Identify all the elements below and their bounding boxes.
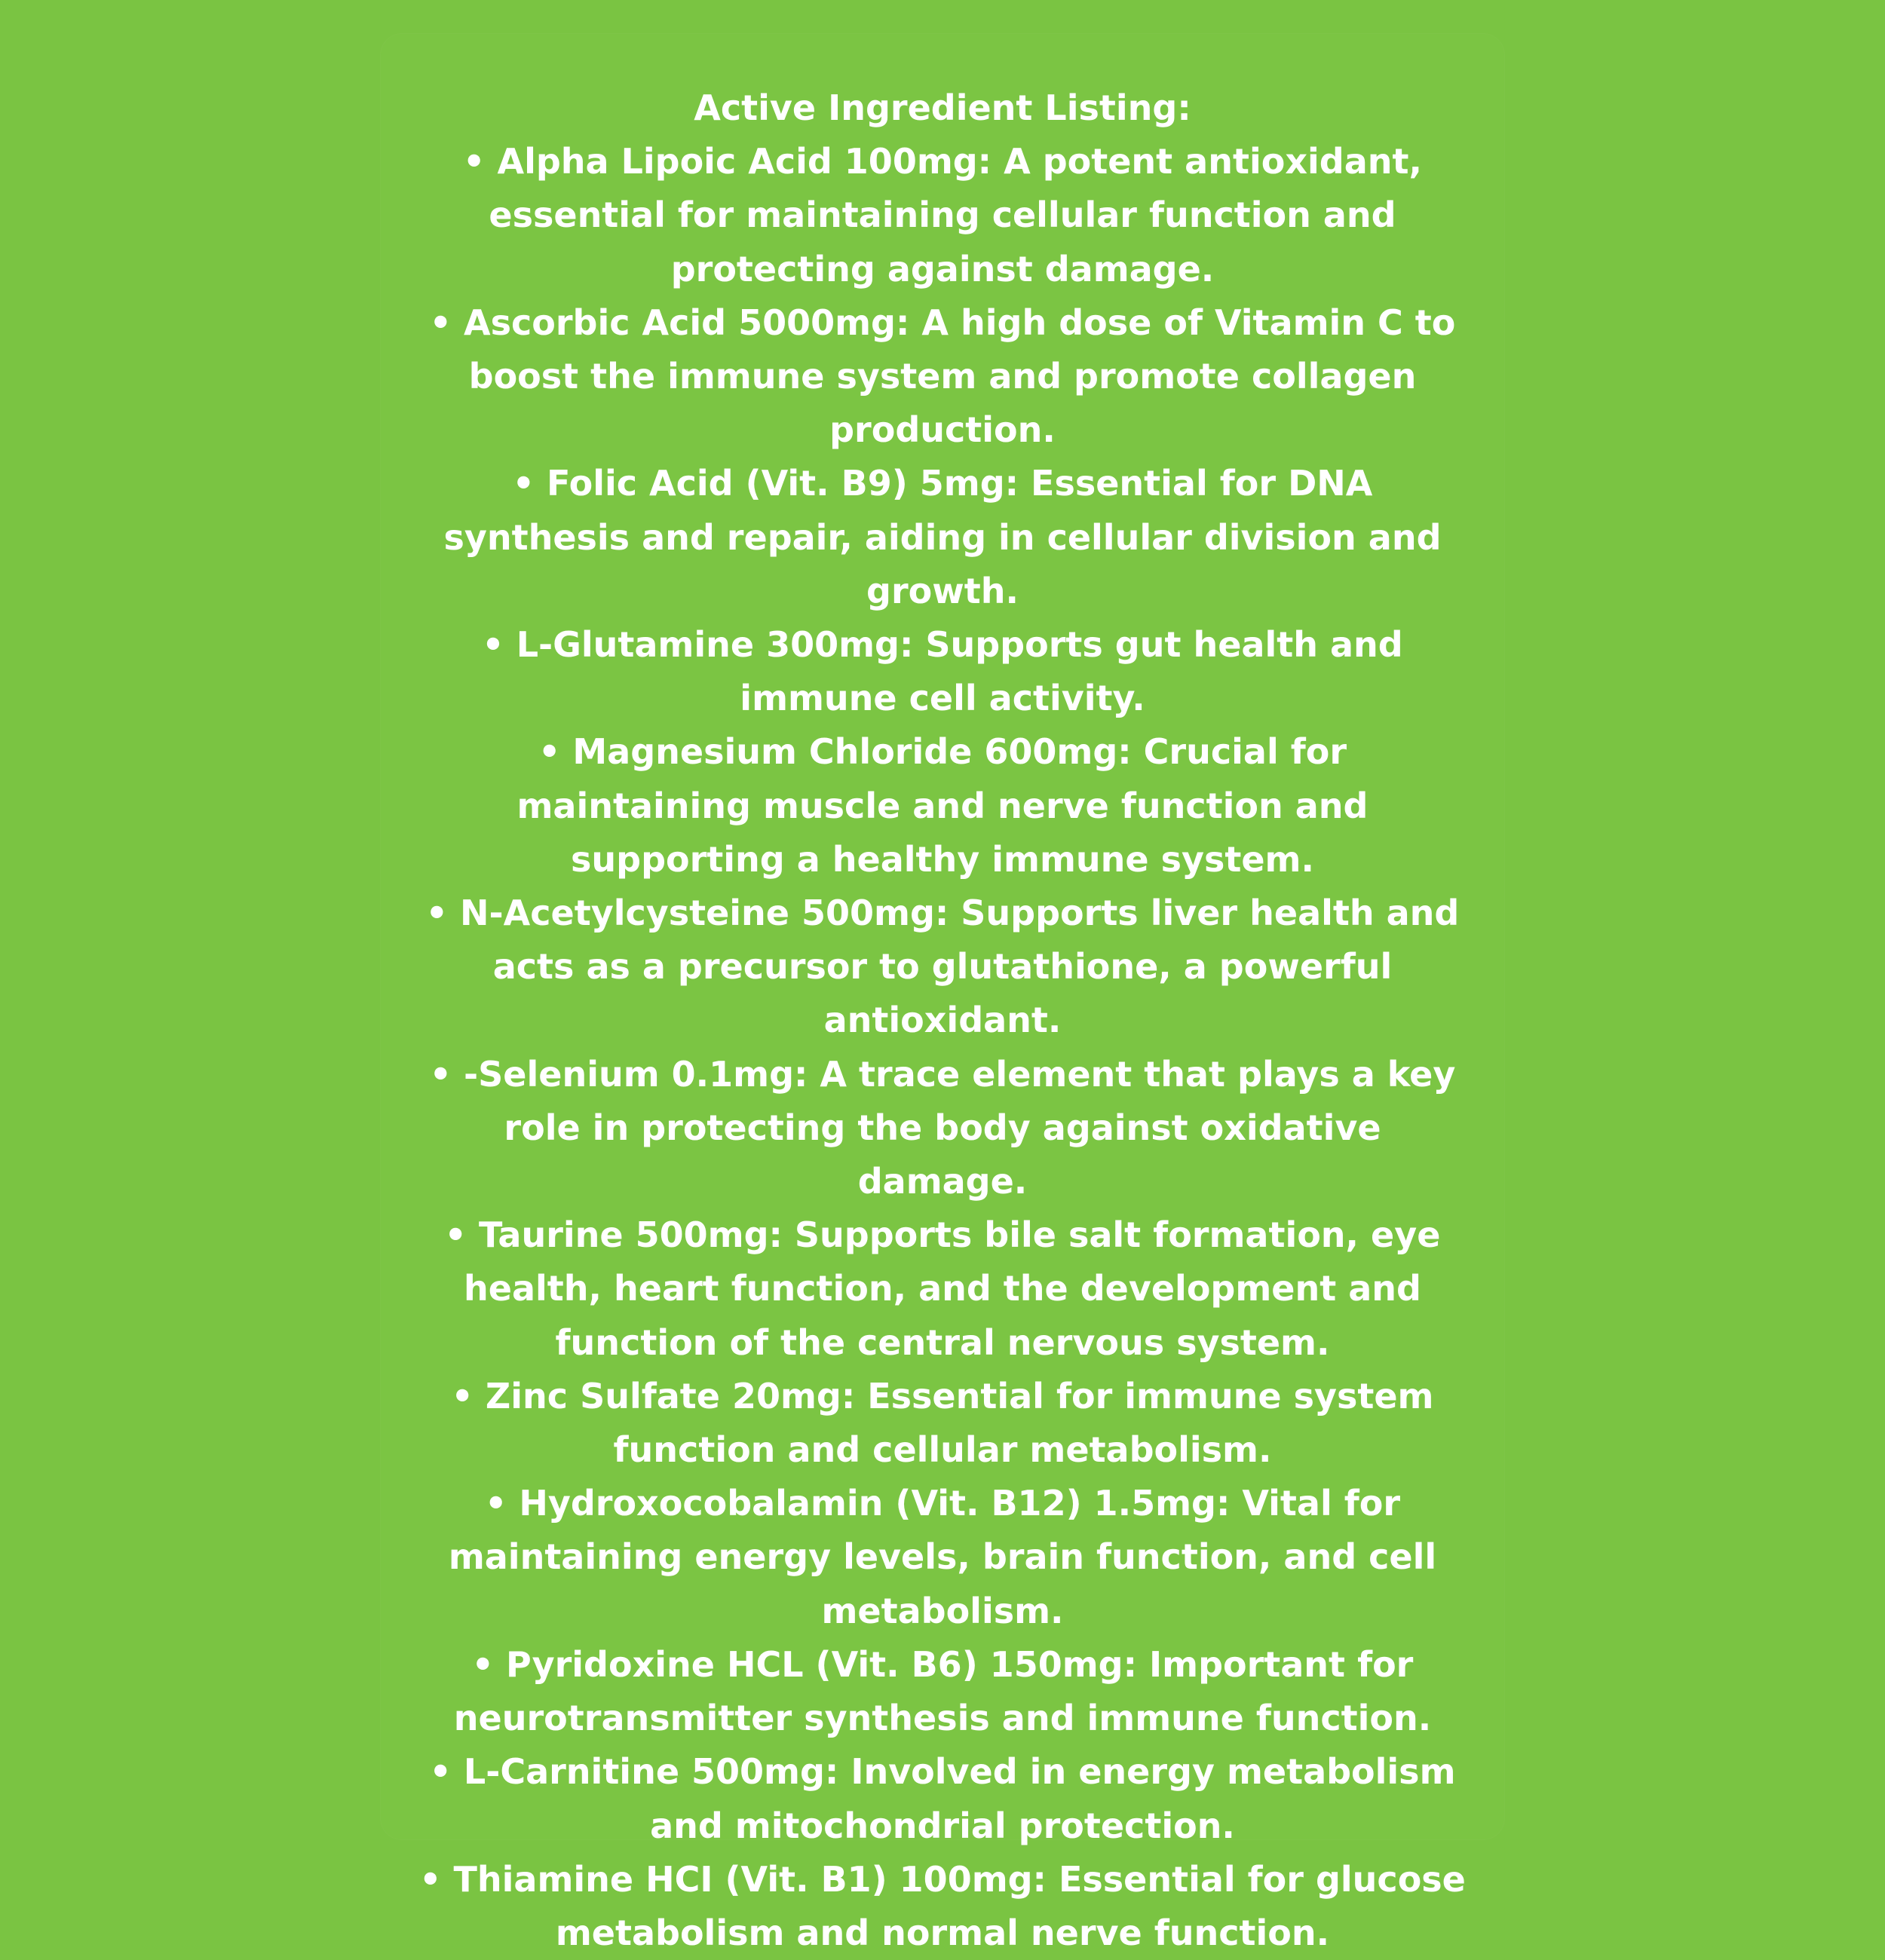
ingredient-item-l-glutamine: • L-Glutamine 300mg: Supports gut health and immune cell activity. <box>482 624 1403 719</box>
listing-heading: Active Ingredient Listing: <box>694 87 1191 128</box>
ingredient-item-selenium: • -Selenium 0.1mg: A trace element that plays a key role in protecting the body against oxidative damage. <box>429 1053 1456 1202</box>
ingredient-item-magnesium-chloride: • Magnesium Chloride 600mg: Crucial for maintaining muscle and nerve function and supporting a healthy immune system. <box>516 731 1369 880</box>
ingredient-item-pyridoxine: • Pyridoxine HCL (Vit. B6) 150mg: Important for neurotransmitter synthesis and immune function. <box>453 1643 1432 1739</box>
ingredient-listing <box>418 81 1467 1960</box>
ingredient-item-thiamine: • Thiamine HCI (Vit. B1) 100mg: Essential for glucose metabolism and normal nerve function. <box>419 1858 1466 1953</box>
ingredient-item-ascorbic-acid: • Ascorbic Acid 5000mg: A high dose of Vitamin C to boost the immune system and promote collagen production. <box>429 302 1456 451</box>
ingredient-item-alpha-lipoic-acid: • Alpha Lipoic Acid 100mg: A potent antioxidant, essential for maintaining cellular function and protecting against damage. <box>463 141 1422 289</box>
ingredient-item-hydroxocobalamin: • Hydroxocobalamin (Vit. B12) 1.5mg: Vital for maintaining energy levels, brain function, and cell metabolism. <box>448 1483 1437 1631</box>
ingredient-item-l-carnitine: • L-Carnitine 500mg: Involved in energy metabolism and mitochondrial protection. <box>429 1751 1456 1846</box>
ingredient-item-n-acetylcysteine: • N-Acetylcysteine 500mg: Supports liver health and acts as a precursor to glutathione, a powerful antioxidant. <box>425 893 1460 1041</box>
ingredient-item-folic-acid: • Folic Acid (Vit. B9) 5mg: Essential for DNA synthesis and repair, aiding in cellular division and growth. <box>443 463 1442 611</box>
ingredient-item-taurine: • Taurine 500mg: Supports bile salt formation, eye health, heart function, and the development and function of the central nervous system. <box>444 1214 1441 1363</box>
ingredient-item-zinc-sulfate: • Zinc Sulfate 20mg: Essential for immune system function and cellular metabolism. <box>451 1375 1434 1471</box>
